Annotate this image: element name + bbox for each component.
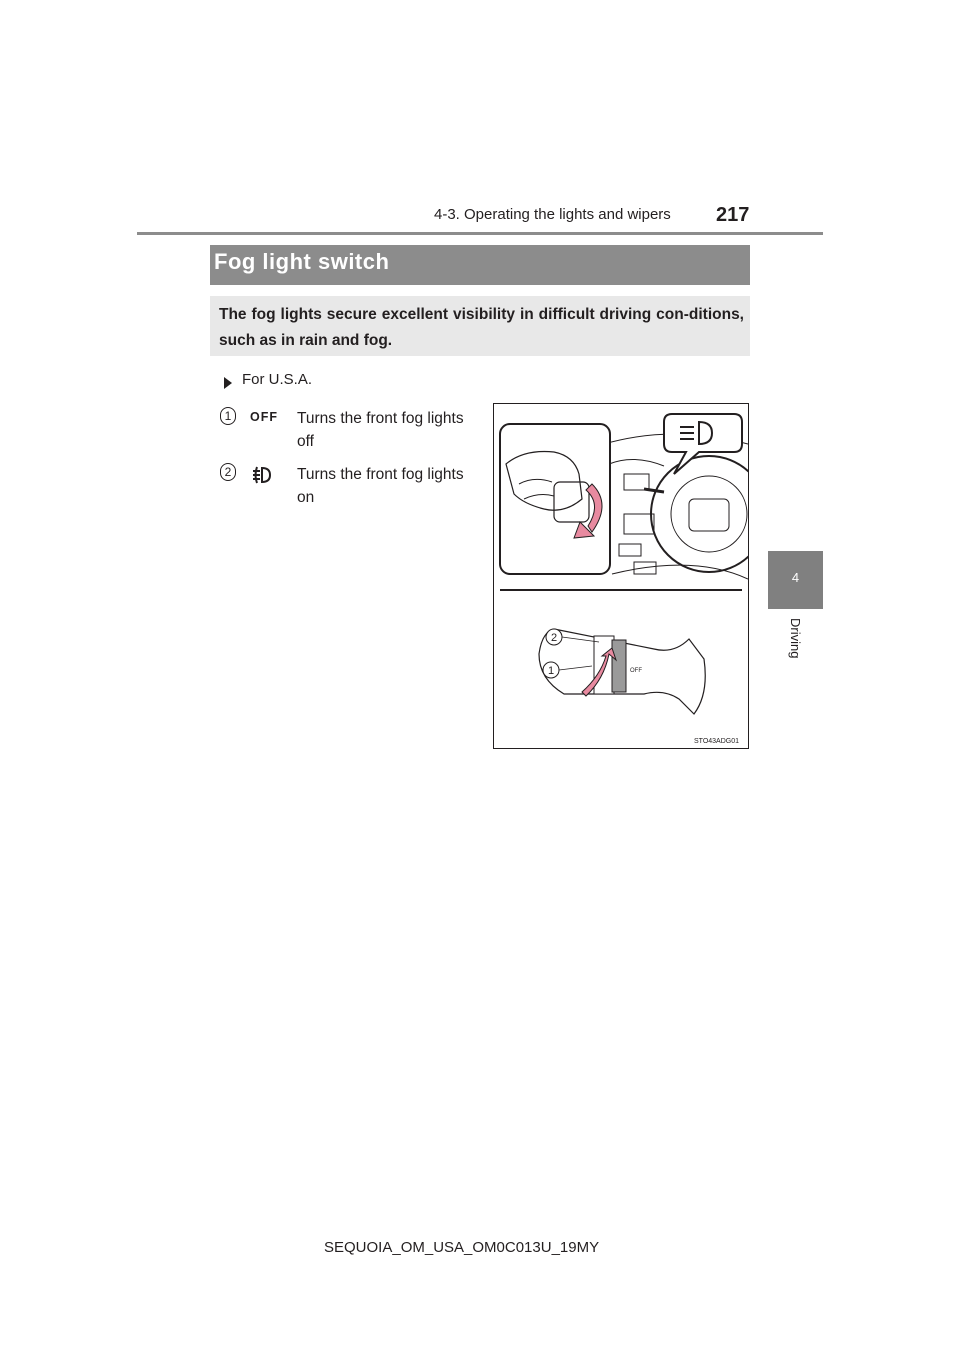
fog-switch-illustration [493, 403, 749, 749]
chapter-number: 4 [791, 570, 800, 585]
off-symbol: OFF [250, 410, 278, 424]
figure-callout-2: 2 [550, 632, 558, 644]
chapter-label-text: Driving [788, 618, 803, 659]
region-label: For U.S.A. [242, 371, 313, 388]
figure-code: STO43ADG01 [694, 738, 740, 745]
page-title: Fog light switch [214, 249, 390, 274]
item-2-text: Turns the front fog lights on [297, 466, 464, 506]
footer-code: SEQUOIA_OM_USA_OM0C013U_19MY [324, 1239, 600, 1256]
header-rule [137, 232, 823, 235]
front-fog-light-icon [250, 464, 274, 486]
item-2-number: 2 [220, 463, 236, 481]
page-number: 217 [716, 204, 750, 226]
section-title: 4-3. Operating the lights and wipers [434, 206, 671, 223]
intro-text: The fog lights secure excellent visibility in difficult driving con-ditions, such as in rain and fog. [219, 306, 744, 349]
chapter-label [767, 616, 825, 668]
figure-callout-1: 1 [547, 665, 555, 677]
item-1-text: Turns the front fog lights off [297, 410, 464, 450]
illustration-drawing [494, 404, 748, 748]
bullet-arrow-icon [224, 377, 232, 389]
switch-off-mark: OFF [630, 668, 642, 674]
item-1-number: 1 [220, 407, 236, 425]
